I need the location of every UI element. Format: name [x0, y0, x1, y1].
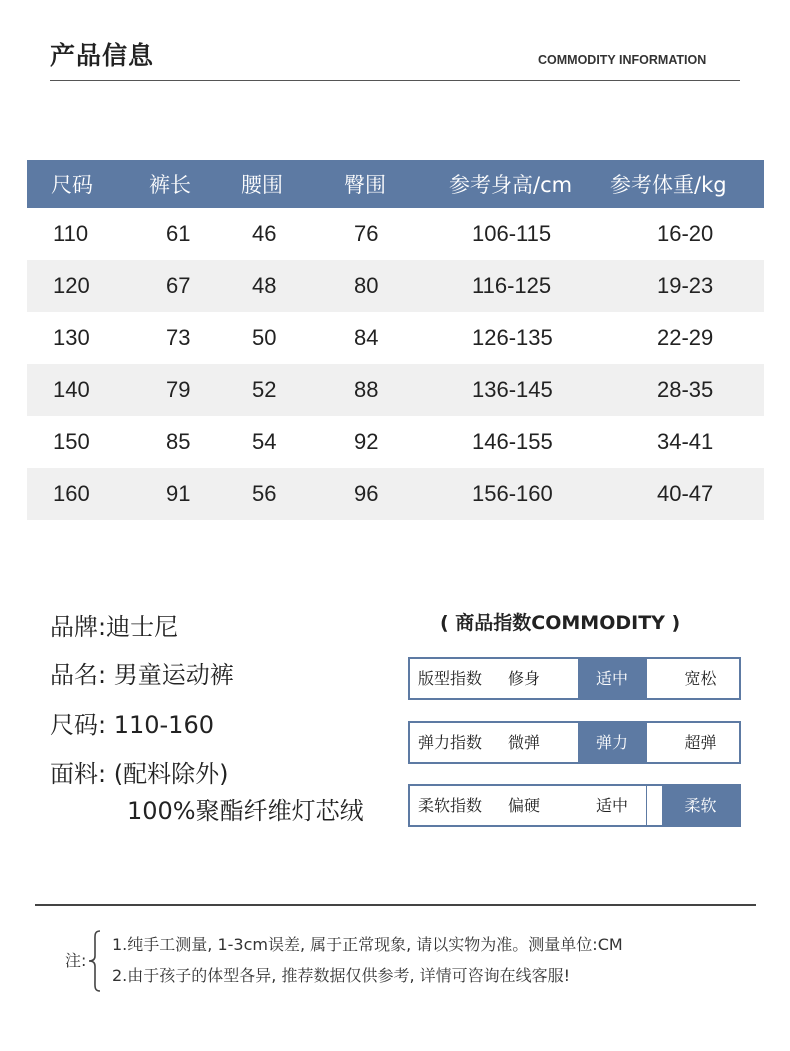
- notes-divider: [35, 904, 756, 906]
- table-cell: 84: [354, 325, 379, 350]
- header-height: 参考身高/cm: [410, 160, 590, 208]
- header-size: 尺码: [27, 160, 127, 208]
- index-title: ( 商品指数COMMODITY ): [440, 612, 681, 634]
- table-cell: 28-35: [590, 364, 764, 416]
- table-row: [27, 416, 764, 468]
- softness-index-row: [408, 784, 741, 827]
- table-cell: 130: [53, 325, 90, 350]
- table-row: [27, 260, 764, 312]
- product-name-text: 品名: 男童运动裤: [50, 661, 234, 689]
- note-line-1: 1.纯手工测量, 1-3cm误差, 属于正常现象, 请以实物为准。测量单位:CM: [112, 935, 623, 954]
- table-cell: 120: [27, 260, 127, 312]
- header-pants-length: 裤长: [127, 160, 220, 208]
- table-cell: 96: [318, 468, 410, 520]
- softness-index-label: 柔软指数: [418, 796, 483, 815]
- size-table-header-row: [27, 160, 764, 208]
- table-cell: 46: [252, 221, 277, 246]
- softness-divider: [646, 786, 647, 825]
- table-cell: 85: [166, 429, 191, 454]
- table-cell: 54: [252, 429, 277, 454]
- table-cell: 91: [127, 468, 220, 520]
- table-cell: 52: [220, 364, 318, 416]
- table-cell: 67: [127, 260, 220, 312]
- stretch-option-slight: 微弹: [508, 733, 541, 752]
- table-cell: 76: [354, 221, 379, 246]
- table-cell: 40-47: [590, 468, 764, 520]
- softness-option-soft-selected: 柔软: [662, 786, 739, 825]
- fit-option-regular-selected: 适中: [578, 659, 646, 698]
- table-cell: 92: [354, 429, 379, 454]
- table-cell: 160: [27, 468, 127, 520]
- table-cell: 61: [166, 221, 191, 246]
- size-table: [27, 160, 764, 520]
- table-row: [27, 364, 764, 416]
- fit-index-label: 版型指数: [418, 669, 483, 688]
- table-cell: 19-23: [590, 260, 764, 312]
- table-cell: 16-20: [657, 221, 714, 246]
- header-hip: 臀围: [318, 160, 410, 208]
- size-range-text: 尺码: 110-160: [50, 711, 214, 739]
- table-cell: 136-145: [410, 364, 590, 416]
- softness-option-medium: 适中: [595, 796, 628, 815]
- fit-divider: [646, 659, 647, 698]
- note-line-2: 2.由于孩子的体型各异, 推荐数据仅供参考, 详情可咨询在线客服!: [112, 966, 571, 985]
- stretch-index-row: [408, 721, 741, 764]
- table-cell: 140: [27, 364, 127, 416]
- table-cell: 156-160: [410, 468, 590, 520]
- fit-option-loose: 宽松: [684, 669, 717, 688]
- table-cell: 50: [252, 325, 277, 350]
- table-cell: 80: [318, 260, 410, 312]
- stretch-index-label: 弹力指数: [418, 733, 483, 752]
- table-cell: 126-135: [472, 325, 553, 350]
- brace-icon: [88, 930, 102, 992]
- stretch-option-stretch-selected: 弹力: [578, 723, 646, 762]
- table-cell: 88: [318, 364, 410, 416]
- stretch-divider: [646, 723, 647, 762]
- table-cell: 56: [220, 468, 318, 520]
- material-detail-text: 100%聚酯纤维灯芯绒: [127, 797, 364, 825]
- page-title: 产品信息: [50, 41, 155, 70]
- table-cell: 79: [127, 364, 220, 416]
- table-cell: 110: [53, 221, 89, 246]
- table-cell: 73: [166, 325, 191, 350]
- table-cell: 22-29: [657, 325, 714, 350]
- table-cell: 116-125: [410, 260, 590, 312]
- header-weight: 参考体重/kg: [590, 160, 764, 208]
- fit-option-slim: 修身: [508, 669, 541, 688]
- stretch-option-super: 超弹: [684, 733, 717, 752]
- material-text: 面料: (配料除外): [50, 760, 229, 788]
- table-row: [27, 208, 764, 260]
- table-cell: 106-115: [472, 221, 552, 246]
- table-row: [27, 468, 764, 520]
- table-cell: 48: [220, 260, 318, 312]
- header-divider: [50, 80, 740, 81]
- header-waist: 腰围: [220, 160, 318, 208]
- table-cell: 146-155: [472, 429, 553, 454]
- fit-index-row: [408, 657, 741, 700]
- brand-text: 品牌:迪士尼: [50, 613, 179, 641]
- table-row: [27, 312, 764, 364]
- softness-option-stiff: 偏硬: [508, 796, 541, 815]
- page-subtitle: COMMODITY INFORMATION: [538, 53, 707, 67]
- table-cell: 34-41: [657, 429, 714, 454]
- notes-label: 注:: [65, 951, 87, 970]
- table-cell: 150: [53, 429, 90, 454]
